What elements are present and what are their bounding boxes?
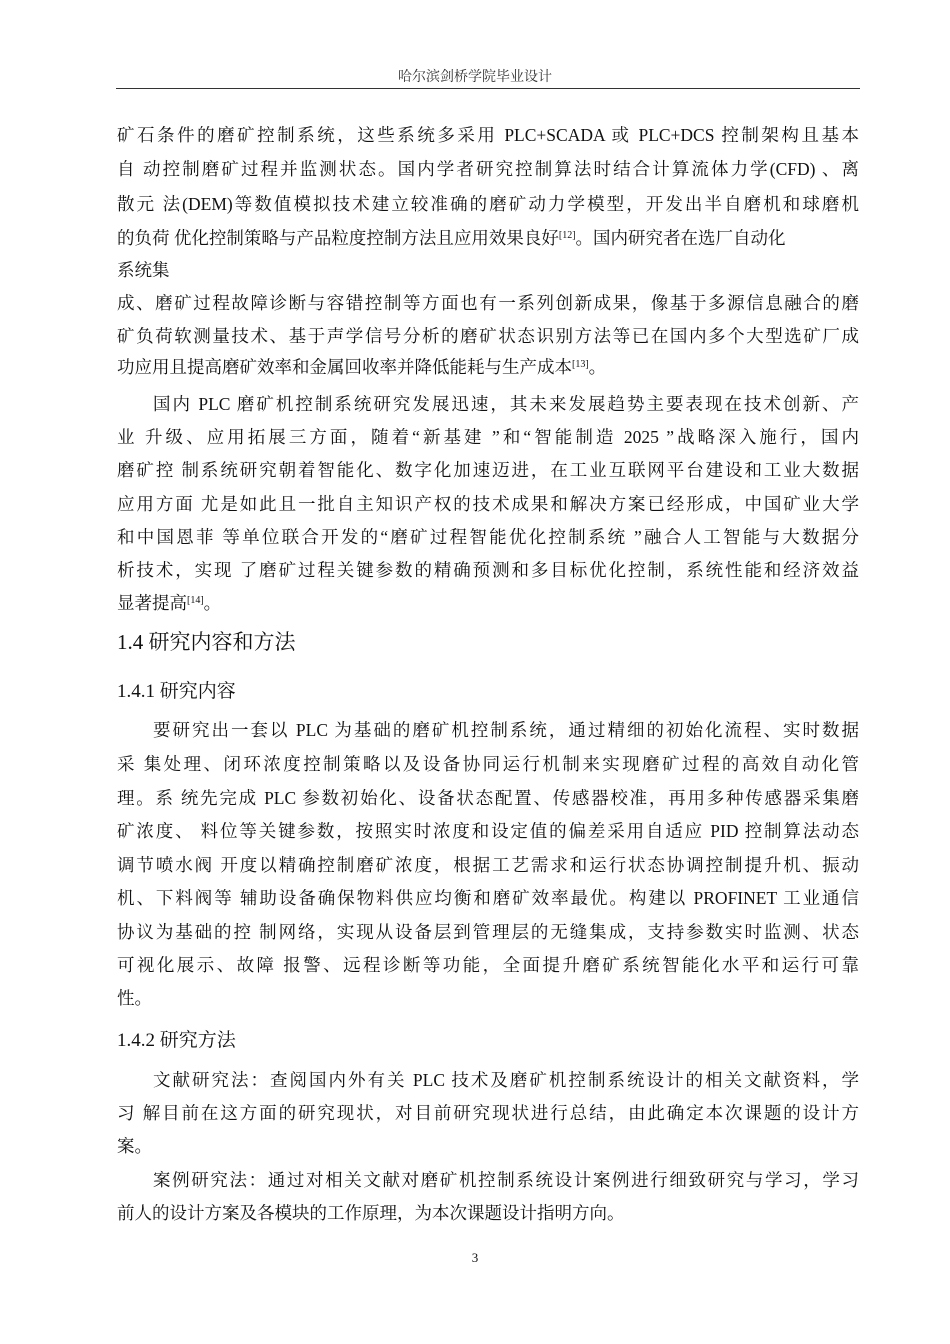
text-line: 理。系 统先完成 PLC 参数初始化、设备状态配置、传感器校准，再用多种传感器采集磨 [117,788,859,808]
text-line: 协议为基础的控 制网络，实现从设备层到管理层的无缝集成，支持参数实时监测、状态 [117,922,859,942]
text: 功应用且提高磨矿效率和金属回收率并降低能耗与生产成本 [117,357,572,377]
page-number: 3 [471,1250,479,1265]
citation: [13] [572,359,589,370]
section-heading: 1.4 研究内容和方法 [117,630,296,654]
text-line: 磨矿控 制系统研究朝着智能化、数字化加速迈进，在工业互联网平台建设和工业大数据 [117,460,859,480]
text-line: 可视化展示、故障 报警、远程诊断等功能，全面提升磨矿系统智能化水平和运行可靠 [117,955,859,975]
text-line: 系统集 [117,260,170,280]
text-line: 矿浓度、 料位等关键参数，按照实时浓度和设定值的偏差采用自适应 PID 控制算法动态 [117,821,859,841]
text-line: 自 动控制磨矿过程并监测状态。国内学者研究控制算法时结合计算流体力学(CFD) 、离 [117,159,859,179]
text-line: 业 升级、应用拓展三方面，随着“新基建 ”和“智能制造 2025 ”战略深入施行，国内 [117,427,859,447]
subsection-heading: 1.4.2 研究方法 [117,1030,236,1051]
text-line: 采 集处理、闭环浓度控制策略以及设备协同运行机制来实现磨矿过程的高效自动化管 [117,754,859,774]
text-line: 案例研究法：通过对相关文献对磨矿机控制系统设计案例进行细致研究与学习，学习 [153,1170,859,1190]
text-line: 应用方面 尤是如此且一批自主知识产权的技术成果和解决方案已经形成，中国矿业大学 [117,494,859,514]
page-header: 哈尔滨剑桥学院毕业设计 [398,70,552,85]
text: 显著提高 [117,593,187,613]
text-line: 成、磨矿过程故障诊断与容错控制等方面也有一系列创新成果，像基于多源信息融合的磨 [117,293,859,313]
text-line: 要研究出一套以 PLC 为基础的磨矿机控制系统，通过精细的初始化流程、实时数据 [153,720,859,740]
text-line: 矿石条件的磨矿控制系统，这些系统多采用 PLC+SCADA 或 PLC+DCS 控制架构且基本 [117,125,859,145]
citation: [12] [558,230,576,241]
text-line: 调节喷水阀 开度以精确控制磨矿浓度，根据工艺需求和运行状态协调控制提升机、振动 [117,855,859,875]
text-line [117,592,859,614]
text: 。国内研究者在选厂自动化 [575,228,786,248]
text-line: 国内 PLC 磨矿机控制系统研究发展迅速，其未来发展趋势主要表现在技术创新、产 [153,394,859,414]
text-line: 和中国恩菲 等单位联合开发的“磨矿过程智能优化控制系统 ”融合人工智能与大数据分 [117,527,859,547]
text-line: 案。 [117,1136,152,1156]
text-line [117,227,859,249]
text: 的负荷 优化控制策略与产品粒度控制方法且应用效果良好 [117,228,559,248]
text-line: 散元 法(DEM)等数值模拟技术建立较准确的磨矿动力学模型，开发出半自磨机和球磨机 [117,194,859,214]
text-line: 前人的设计方案及各模块的工作原理，为本次课题设计指明方向。 [117,1203,625,1223]
text: 。 [203,593,222,613]
text-line: 习 解目前在这方面的研究现状，对目前研究现状进行总结，由此确定本次课题的设计方 [117,1103,859,1123]
text-line: 析技术，实现 了磨矿过程关键参数的精确预测和多目标优化控制，系统性能和经济效益 [117,560,859,580]
text-line: 性。 [117,988,152,1008]
citation: [14] [187,595,204,606]
header-divider [116,88,860,89]
text-line [117,356,859,378]
text-line: 文献研究法：查阅国内外有关 PLC 技术及磨矿机控制系统设计的相关文献资料，学 [153,1070,859,1090]
text-line: 机、下料阀等 辅助设备确保物料供应均衡和磨矿效率最优。构建以 PROFINET 工业通信 [117,888,859,908]
text-line: 矿负荷软测量技术、基于声学信号分析的磨矿状态识别方法等已在国内多个大型选矿厂成 [117,326,859,346]
text: 。 [588,357,607,377]
subsection-heading: 1.4.1 研究内容 [117,681,236,702]
